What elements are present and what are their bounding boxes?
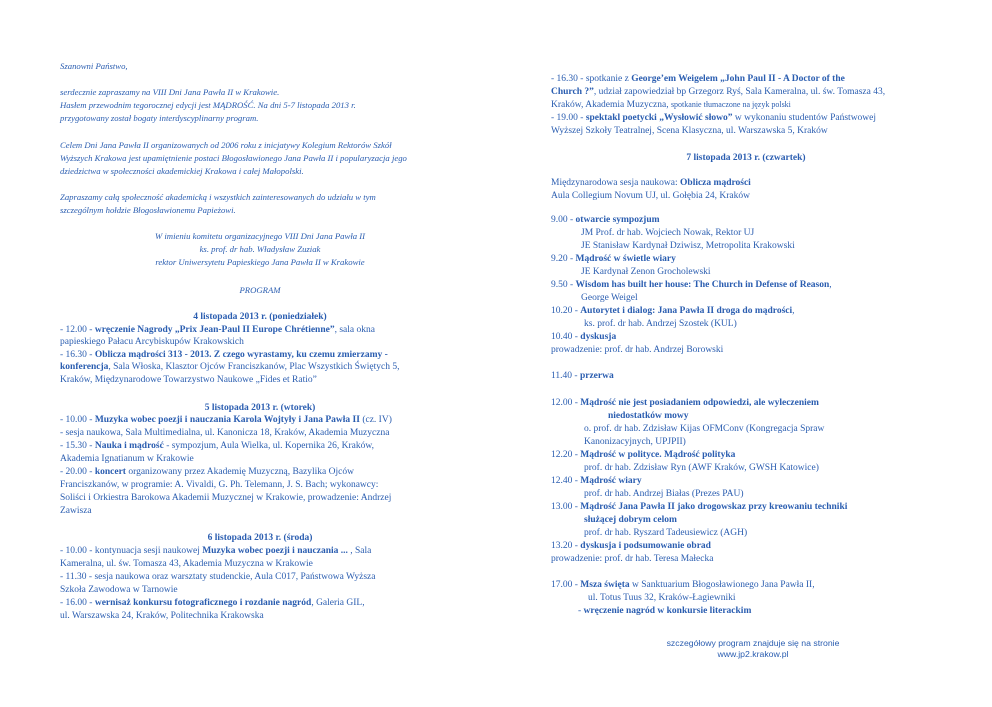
purpose-line-2: Wyższych Krakowa jest upamiętnienie postaci Błogosławionego Jana Pawła II i popularyzacja jego xyxy=(60,153,407,163)
item-1220-person: prof. dr hab. Zdzisław Ryn (AWF Kraków, GWSH Katowice) xyxy=(584,463,819,473)
item-1200-person-2: Kanonizacyjnych, UPJPII) xyxy=(584,437,686,447)
sign-line-2: ks. prof. dr hab. Władysław Zuziak xyxy=(199,244,321,254)
footer-note: szczegółowy program znajduje się na stronie xyxy=(666,638,840,648)
session-title: Międzynarodowa sesja naukowa: Oblicza mądrości xyxy=(551,178,751,188)
item-1700-awards: - wręczenie nagród w konkursie literackim xyxy=(578,606,752,616)
session-location: Aula Collegium Novum UJ, ul. Gołębia 24, Kraków xyxy=(551,191,750,201)
day4-line-3: - 16.30 - Oblicza mądrości 313 - 2013. Z czego wyrastamy, ku czemu zmierzamy - xyxy=(60,350,388,360)
item-1700: 17.00 - Msza święta w Sanktuarium Błogosławionego Jana Pawła II, xyxy=(551,580,815,590)
item-1140: 11.40 - przerwa xyxy=(551,371,614,381)
day5-line-5: - 20.00 - koncert organizowany przez Akademię Muzyczną, Bazylika Ojców xyxy=(60,467,354,477)
day4-line-2: papieskiego Pałacu Arcybiskupów Krakowskich xyxy=(60,337,244,347)
day4-line-1: - 12.00 - wręczenie Nagrody „Prix Jean-Paul II Europe Chrétienne”, sala okna xyxy=(60,325,375,335)
sign-line-3: rektor Uniwersytetu Papieskiego Jana Pawła II w Krakowie xyxy=(155,257,365,267)
day5-line-7: Soliści i Orkiestra Barokowa Akademii Muzycznej w Krakowie, prowadzenie: Andrzej xyxy=(60,493,392,503)
day5-title: 5 listopada 2013 r. (wtorek) xyxy=(204,403,316,413)
item-1020: 10.20 - Autorytet i dialog: Jana Pawła II droga do mądrości, xyxy=(551,306,795,316)
item-1300-title-cont: służącej dobrym celom xyxy=(584,515,677,525)
day4-line-4: konferencja, Sala Włoska, Klasztor Ojców Franciszkanów, Plac Wszystkich Świętych 5, xyxy=(60,362,400,372)
day5-line-8: Zawisza xyxy=(60,506,92,516)
weigel-line-2: Church ?”, udział zapowiedział bp Grzegorz Ryś, Sala Kameralna, ul. św. Tomasza 43, xyxy=(551,87,886,97)
item-1320: 13.20 - dyskusja i podsumowanie obrad xyxy=(551,541,711,551)
greeting: Szanowni Państwo, xyxy=(60,61,128,71)
item-0950-person: George Weigel xyxy=(581,293,638,303)
item-1300-person: prof. dr hab. Ryszard Tadeusiewicz (AGH) xyxy=(584,528,748,538)
weigel-line-3: Kraków, Akademia Muzyczna, spotkanie tłumaczone na język polski xyxy=(551,100,791,110)
weigel-line-1: - 16.30 - spotkanie z George’em Weigelem „John Paul II - A Doctor of the xyxy=(551,74,845,84)
day4-line-5: Kraków, Międzynarodowe Towarzystwo Naukowe „Fides et Ratio” xyxy=(60,375,317,385)
invite-line-2: szczególnym hołdzie Błogosławionemu Papieżowi. xyxy=(60,205,236,215)
day6-title: 6 listopada 2013 r. (środa) xyxy=(207,533,313,543)
day5-line-6: Franciszkanów, w programie: A. Vivaldi, G. Ph. Telemann, J. S. Bach; wykonawcy: xyxy=(60,480,379,490)
intro-line-1: serdecznie zapraszamy na VIII Dni Jana Pawła II w Krakowie. xyxy=(60,87,280,97)
item-1220: 12.20 - Mądrość w polityce. Mądrość polityka xyxy=(551,450,736,460)
day6-line-5: - 16.00 - wernisaż konkursu fotograficznego i rozdanie nagród, Galeria GIL, xyxy=(60,598,365,608)
day6-line-1: - 10.00 - kontynuacja sesji naukowej Muzyka wobec poezji i nauczania ... , Sala xyxy=(60,546,372,556)
day5-line-3: - 15.30 - Nauka i mądrość - sympozjum, Aula Wielka, ul. Kopernika 26, Kraków, xyxy=(60,441,374,451)
item-0950: 9.50 - Wisdom has built her house: The Church in Defense of Reason, xyxy=(551,280,832,290)
item-1240: 12.40 - Mądrość wiary xyxy=(551,476,642,486)
item-0900-person-1: JM Prof. dr hab. Wojciech Nowak, Rektor UJ xyxy=(581,228,755,238)
item-1040: 10.40 - dyskusja xyxy=(551,332,617,342)
item-1200: 12.00 - Mądrość nie jest posiadaniem odpowiedzi, ale wyleczeniem xyxy=(551,398,819,408)
day6-line-6: ul. Warszawska 24, Kraków, Politechnika Krakowska xyxy=(60,611,264,621)
day4-title: 4 listopada 2013 r. (poniedziałek) xyxy=(193,312,327,322)
day6-line-3: - 11.30 - sesja naukowa oraz warsztaty studenckie, Aula C017, Państwowa Wyższa xyxy=(60,572,376,582)
day6-line-2: Kameralna, ul. św. Tomasza 43, Akademia Muzyczna w Krakowie xyxy=(60,559,313,569)
sign-line-1: W imieniu komitetu organizacyjnego VIII Dni Jana Pawła II xyxy=(154,231,366,241)
item-0900-person-2: JE Stanisław Kardynał Dziwisz, Metropolita Krakowski xyxy=(581,241,795,251)
program-heading: PROGRAM xyxy=(239,285,281,295)
intro-line-3: przygotowany został bogaty interdyscyplinarny program. xyxy=(60,113,259,123)
invite-line-1: Zapraszamy całą społeczność akademicką i wszystkich zainteresowanych do udziału w tym xyxy=(60,192,376,202)
day5-line-4: Akademia Ignatianum w Krakowie xyxy=(60,454,194,464)
purpose-line-3: dziedzictwa w społeczności akademickiej Krakowa i całej Małopolski. xyxy=(60,166,304,176)
day5-line-1: - 10.00 - Muzyka wobec poezji i nauczania Karola Wojtyły i Jana Pawła II (cz. IV) xyxy=(60,415,392,425)
item-0900: 9.00 - otwarcie sympozjum xyxy=(551,215,660,225)
intro-line-2: Hasłem przewodnim tegorocznej edycji jest MĄDROŚĆ. Na dni 5-7 listopada 2013 r. xyxy=(60,100,356,110)
item-0920-person: JE Kardynał Zenon Grocholewski xyxy=(581,267,711,277)
purpose-line-1: Celem Dni Jana Pawła II organizowanych od 2006 roku z inicjatywy Kolegium Rektorów Szkół xyxy=(60,140,392,150)
day7-title: 7 listopada 2013 r. (czwartek) xyxy=(686,153,806,163)
item-0920: 9.20 - Mądrość w świetle wiary xyxy=(551,254,676,264)
item-1200-title-cont: niedostatków mowy xyxy=(608,411,689,421)
item-1240-person: prof. dr hab. Andrzej Białas (Prezes PAU) xyxy=(584,489,744,499)
item-1040-moderator: prowadzenie: prof. dr hab. Andrzej Borowski xyxy=(551,345,724,355)
item-1020-person: ks. prof. dr hab. Andrzej Szostek (KUL) xyxy=(584,319,737,329)
item-1700-location: ul. Totus Tuus 32, Kraków-Łagiewniki xyxy=(588,593,736,603)
item-1300: 13.00 - Mądrość Jana Pawła II jako drogowskaz przy kreowaniu techniki xyxy=(551,502,848,512)
spectacle-line-2: Wyższej Szkoły Teatralnej, Scena Klasyczna, ul. Warszawska 5, Kraków xyxy=(551,126,828,136)
day5-line-2: - sesja naukowa, Sala Multimedialna, ul. Kanonicza 18, Kraków, Akademia Muzyczna xyxy=(60,428,390,438)
spectacle-line-1: - 19.00 - spektakl poetycki „Wysłowić słowo” w wykonaniu studentów Państwowej xyxy=(551,113,877,123)
footer-url[interactable]: www.jp2.krakow.pl xyxy=(717,649,789,659)
day6-line-4: Szkoła Zawodowa w Tarnowie xyxy=(60,585,178,595)
item-1200-person-1: o. prof. dr hab. Zdzisław Kijas OFMConv (Kongregacja Spraw xyxy=(584,424,825,434)
item-1320-moderator: prowadzenie: prof. dr hab. Teresa Małecka xyxy=(551,554,714,564)
